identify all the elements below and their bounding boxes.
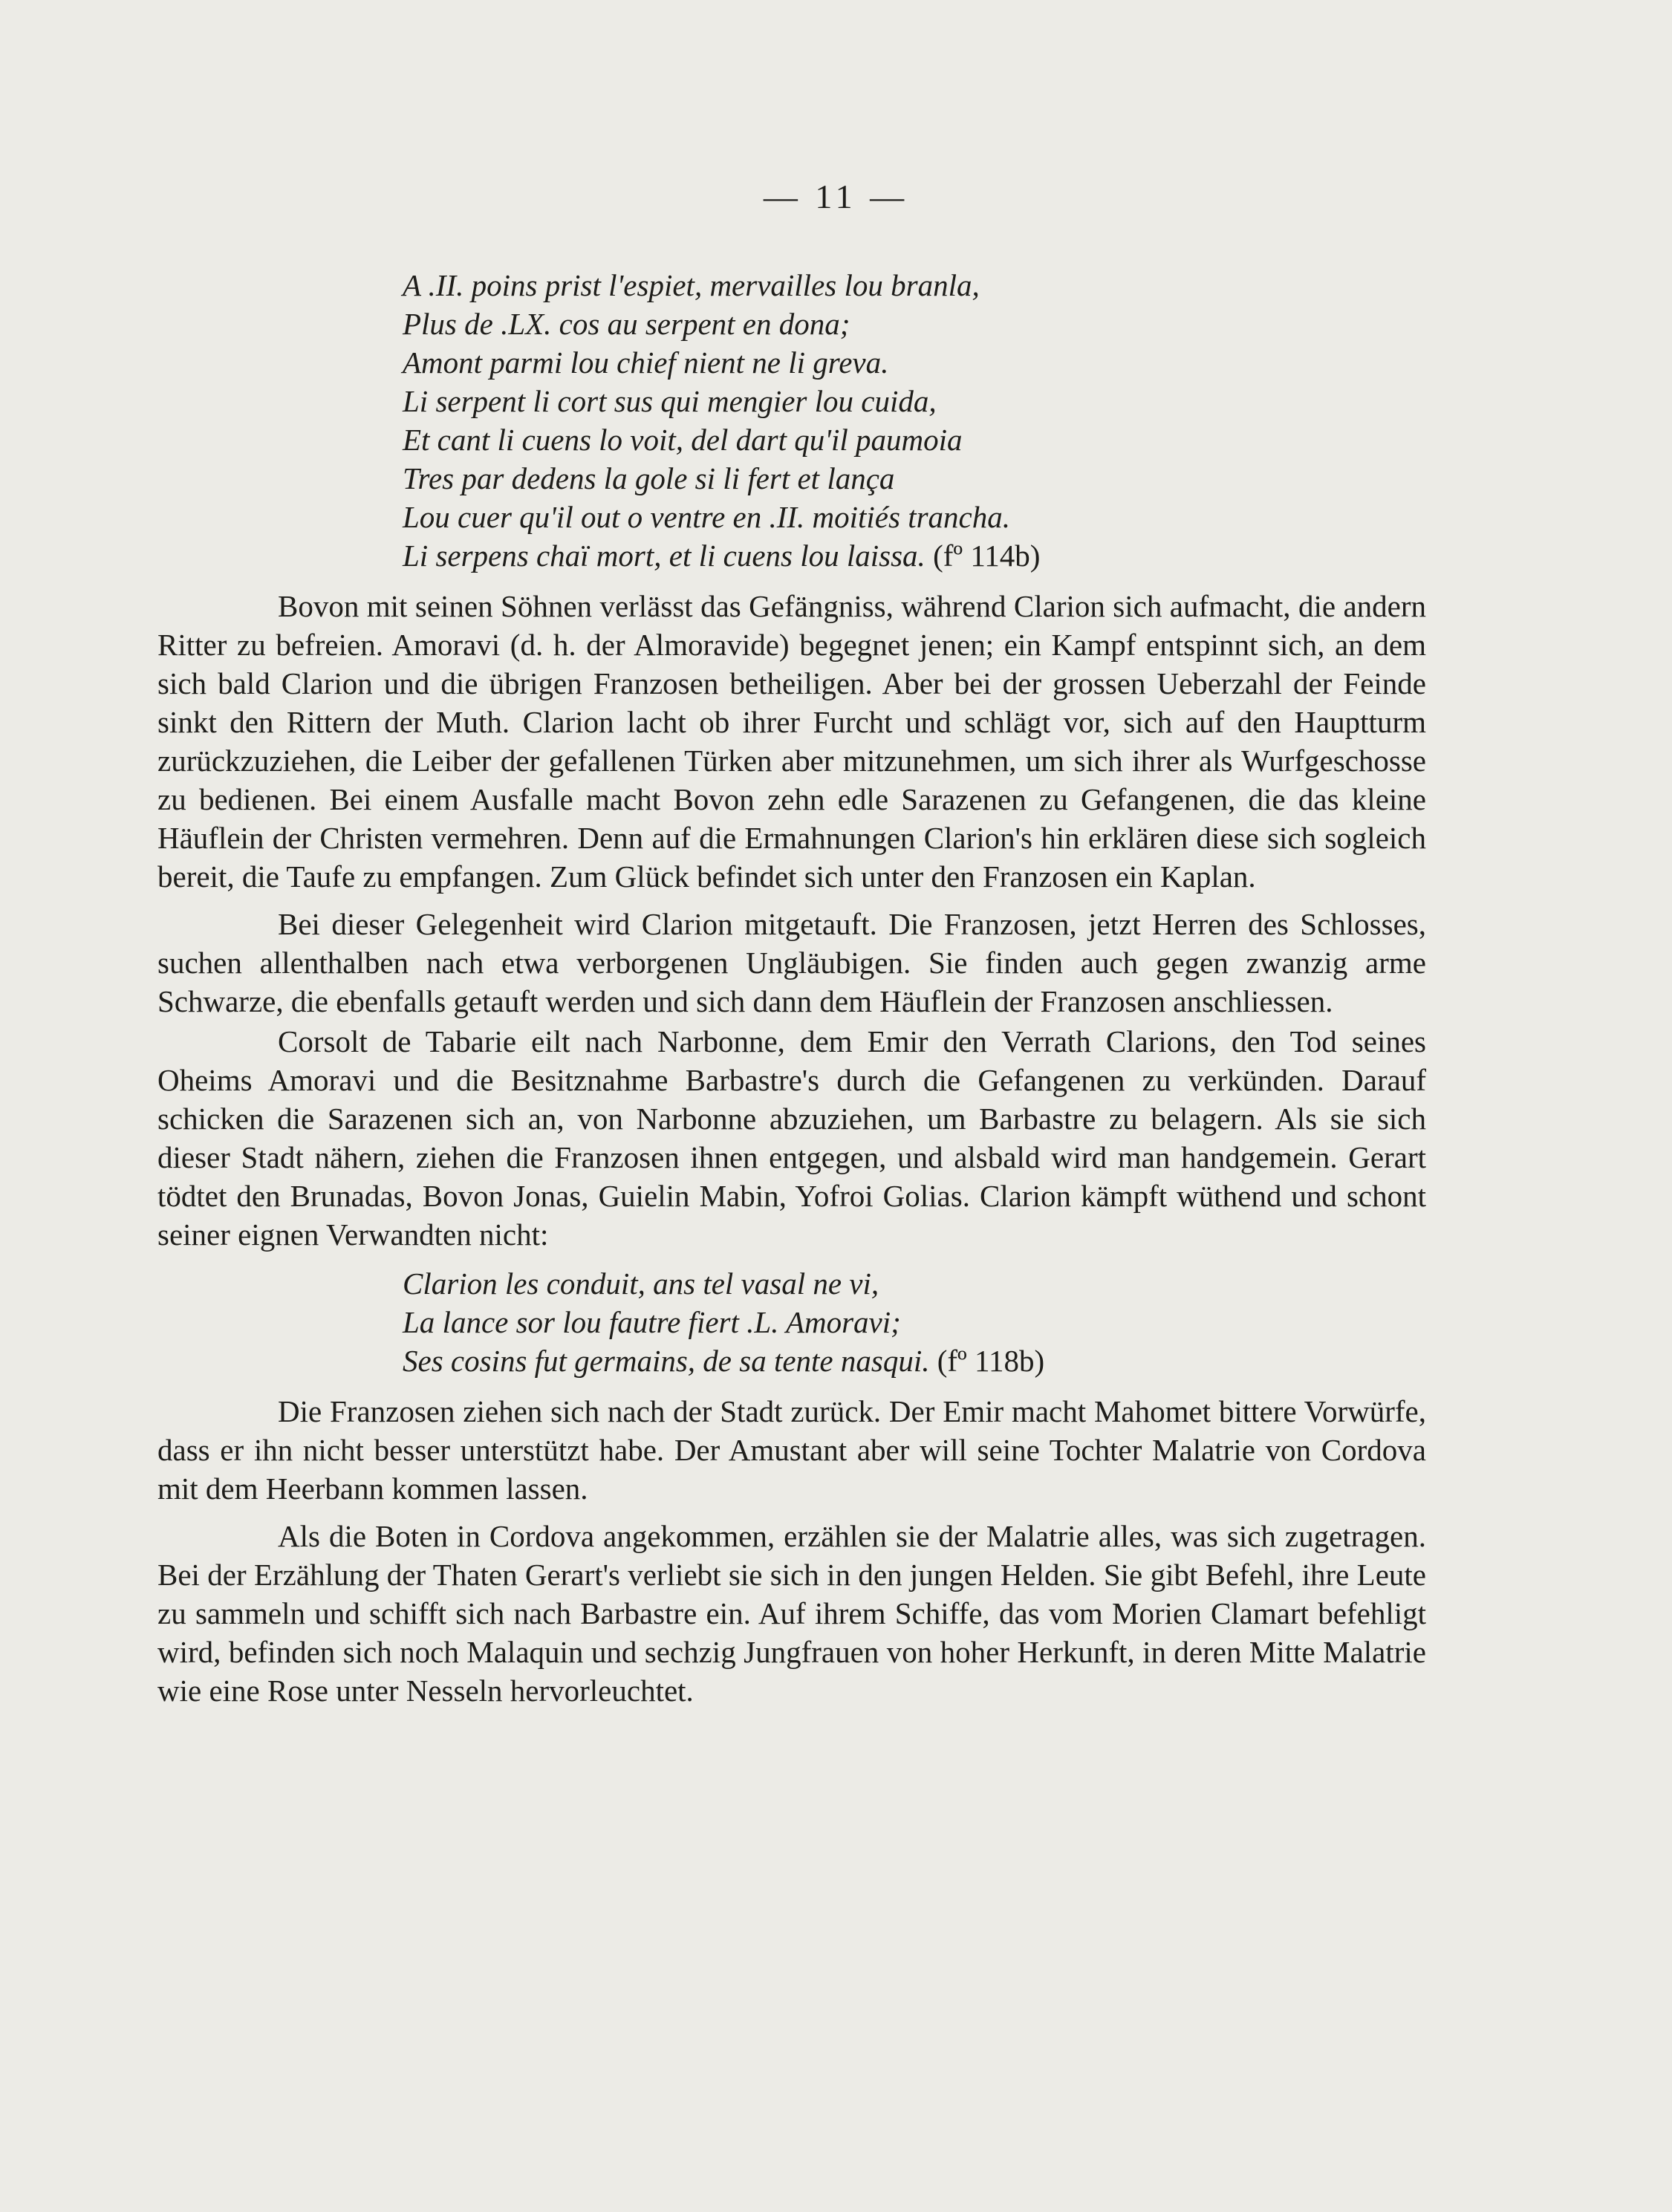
verse-quote-1 — [157, 266, 1426, 575]
verse-line: Lou cuer qu'il out o ventre en .II. moitiés trancha. — [403, 500, 1010, 534]
verse-line: Ses cosins fut germains, de sa tente nasqui. (fº 118b) — [403, 1344, 1045, 1378]
paragraph: Die Franzosen ziehen sich nach der Stadt zurück. Der Emir macht Mahomet bittere Vorwürfe, dass er ihn nicht besser unterstützt habe. Der Amustant aber will seine Tochter Malatrie von Cordova mit dem Heerbann kommen lassen. — [157, 1394, 1426, 1506]
paragraph: Bei dieser Gelegenheit wird Clarion mitgetauft. Die Franzosen, jetzt Herren des Schlosses, suchen allenthalben nach etwa verborgenen Ungläubigen. Sie finden auch gegen zwanzig arme Schwarze, die ebenfalls getauft werden und sich dann dem Häuflein der Franzosen anschliessen. — [157, 907, 1426, 1018]
verse-line: Tres par dedens la gole si li fert et lança — [403, 461, 895, 495]
verse-line: Li serpens chaï mort, et li cuens lou laissa. (fº 114b) — [403, 539, 1041, 573]
verse-line: A .II. poins prist l'espiet, mervailles lou branla, — [403, 268, 980, 302]
verse-line: Plus de .LX. cos au serpent en dona; — [403, 307, 850, 341]
folio-reference: (fº 114b) — [933, 539, 1041, 573]
page-number: — 11 — — [763, 178, 909, 215]
folio-reference: (fº 118b) — [937, 1344, 1045, 1378]
verse-line: La lance sor lou fautre fiert .L. Amoravi; — [403, 1305, 901, 1339]
verse-quote-2 — [157, 1264, 1426, 1380]
text-block — [157, 266, 1426, 1710]
paragraph: Bovon mit seinen Söhnen verlässt das Gefängniss, während Clarion sich aufmacht, die andern Ritter zu befreien. Amoravi (d. h. der Almoravide) begegnet jenen; ein Kampf entspinnt sich, an dem sich bald Clarion und die übrigen Franzosen betheiligen. Aber bei der grossen Ueberzahl der Feinde sinkt den Rittern der Muth. Clarion lacht ob ihrer Furcht und schlägt vor, sich auf den Hauptturm zurückzuziehen, die Leiber der gefallenen Türken aber mitzunehmen, um sich ihrer als Wurfgeschosse zu bedienen. Bei einem Ausfalle macht Bovon zehn edle Sarazenen zu Gefangenen, die das kleine Häuflein der Christen vermehren. Denn auf die Ermahnungen Clarion's hin erklären diese sich sogleich bereit, die Taufe zu empfangen. Zum Glück befindet sich unter den Franzosen ein Kaplan. — [157, 589, 1426, 894]
verse-line: Clarion les conduit, ans tel vasal ne vi, — [403, 1266, 879, 1301]
verse-line: Li serpent li cort sus qui mengier lou cuida, — [403, 384, 937, 418]
verse-line: Amont parmi lou chief nient ne li greva. — [403, 345, 889, 380]
verse-line: Et cant li cuens lo voit, del dart qu'il paumoia — [403, 423, 963, 457]
paragraph: Corsolt de Tabarie eilt nach Narbonne, dem Emir den Verrath Clarions, den Tod seines Oheims Amoravi und die Besitznahme Barbastre's durch die Gefangenen zu verkünden. Darauf schicken die Sarazenen sich an, von Narbonne abzuziehen, um Barbastre zu belagern. Als sie sich dieser Stadt nähern, ziehen die Franzosen ihnen entgegen, und alsbald wird man handgemein. Gerart tödtet den Brunadas, Bovon Jonas, Guielin Mabin, Yofroi Golias. Clarion kämpft wüthend und schont seiner eignen Verwandten nicht: — [157, 1024, 1426, 1252]
paragraph: Als die Boten in Cordova angekommen, erzählen sie der Malatrie alles, was sich zugetragen. Bei der Erzählung der Thaten Gerart's verliebt sie sich in den jungen Helden. Sie gibt Befehl, ihre Leute zu sammeln und schifft sich nach Barbastre ein. Auf ihrem Schiffe, das vom Morien Clamart befehligt wird, befinden sich noch Malaquin und sechzig Jungfrauen von hoher Herkunft, in deren Mitte Malatrie wie eine Rose unter Nesseln hervorleuchtet. — [157, 1519, 1426, 1708]
